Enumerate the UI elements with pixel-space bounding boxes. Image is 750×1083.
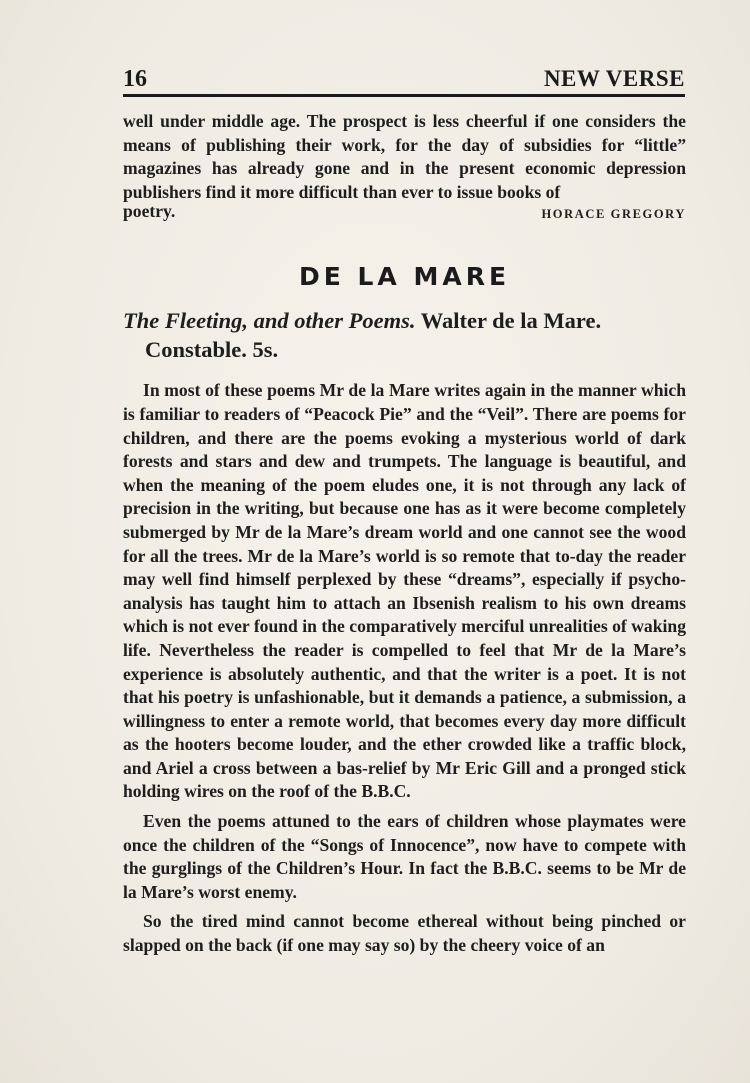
running-title: NEW VERSE [543,66,685,91]
section-heading: DE LA MARE [298,262,511,292]
review-paragraph: In most of these poems Mr de la Mare writes again in the manner which is familiar to readers of “Peacock Pie” and the “Veil”. There are poems for children, and there are the poems evoking a mysterious world of dark forests and stars and dew and trumpets. The language is beautiful, and when the meaning of the poem eludes one, it is not through any lack of precision in the writing, but because one has as it were become completely submerged by Mr de la Mare’s dream world and one cannot see the wood for all the trees. Mr de la Mare’s world is so remote that to-day the reader may well find himself perplexed by these “dreams”, especially if psycho-analysis has taught him to attach an Ibsenish realism to his own dreams which is not ever found in the comparatively merciful unrealities of waking life. Nevertheless the reader is compelled to feel that Mr de la Mare’s experience is absolutely authentic, and that the writer is a poet. It is not that his poetry is unfashionable, but it demands a patience, a submission, a willingness to enter a remote world, that becomes every day more difficult as the hooters become louder, and the ether crowded like a traffic block, and Ariel a cross between a bas-relief by Mr Eric Gill and a pronged stick holding wires on the roof of the B.B.C. [123,380,686,802]
book-citation [123,306,686,364]
book-title: The Fleeting, and other Poems. [123,308,416,334]
book-details: Walter de la Mare. Constable. 5s. [145,308,602,363]
previous-review-text: well under middle age. The prospect is less cheerful if one considers the means of publishing their work, for the day of subsidies for “little” magazines has already gone and in the present economic depression publishers find it more difficult than ever to issue books of [123,111,686,202]
page-header [123,66,685,97]
review-paragraph: Even the poems attuned to the ears of children whose playmates were once the children of the “Songs of Innocence”, now have to compete with the gurglings of the Children’s Hour. In fact the B.B.C. seems to be Mr de la Mare’s worst enemy. [123,811,686,902]
page-number: 16 [123,66,147,92]
review-paragraph: So the tired mind cannot become ethereal without being pinched or slapped on the back (if one may say so) by the cheery voice of an [123,911,686,956]
signature-row [123,201,686,228]
page-content [123,110,686,958]
previous-review-last-line: poetry. [123,201,176,222]
review-body [123,379,686,957]
author-signature: HORACE GREGORY [541,207,686,222]
